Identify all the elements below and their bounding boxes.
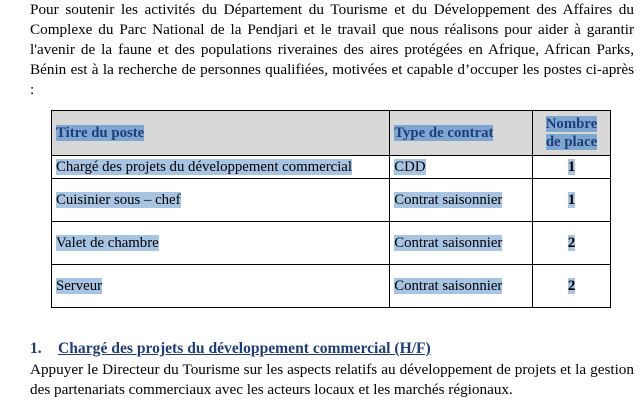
cell-title-text: Valet de chambre xyxy=(56,234,159,251)
header-count-line1: Nombre xyxy=(545,116,598,132)
cell-title-text: Chargé des projets du développement commercial xyxy=(56,158,352,175)
cell-contract xyxy=(390,156,533,179)
table-row xyxy=(52,265,611,308)
section-body: Appuyer le Directeur du Tourisme sur les aspects relatifs au développement de projets et la gestion des partenariats commerciaux avec les acteurs locaux et les marchés régionaux. xyxy=(30,361,634,398)
cell-contract xyxy=(390,179,533,222)
cell-count-text: 1 xyxy=(567,158,576,175)
header-contract xyxy=(390,111,533,156)
cell-title xyxy=(52,179,390,222)
cell-contract-text: Contrat saisonnier xyxy=(394,191,503,208)
table-header-row xyxy=(52,111,611,156)
cell-contract-text: Contrat saisonnier xyxy=(394,277,503,294)
table-row xyxy=(52,222,611,265)
cell-count xyxy=(533,179,611,222)
cell-title xyxy=(52,265,390,308)
cell-title-text: Cuisinier sous – chef xyxy=(56,191,181,208)
cell-contract xyxy=(390,265,533,308)
cell-contract-text: CDD xyxy=(394,158,426,175)
cell-contract-text: Contrat saisonnier xyxy=(394,234,503,251)
table-row xyxy=(52,179,611,222)
header-contract-label: Type de contrat xyxy=(394,124,494,141)
section-title: Chargé des projets du développement commercial (H/F) xyxy=(58,340,431,357)
positions-table xyxy=(51,110,611,308)
cell-count-text: 2 xyxy=(567,234,576,251)
section-heading xyxy=(30,340,431,358)
cell-count-text: 2 xyxy=(567,277,576,294)
header-title-label: Titre du poste xyxy=(56,124,145,141)
cell-count xyxy=(533,222,611,265)
header-title xyxy=(52,111,390,156)
table-row xyxy=(52,156,611,179)
cell-title xyxy=(52,222,390,265)
cell-contract xyxy=(390,222,533,265)
cell-count xyxy=(533,265,611,308)
cell-count xyxy=(533,156,611,179)
header-count xyxy=(533,111,611,156)
cell-title-text: Serveur xyxy=(56,277,103,294)
cell-title xyxy=(52,156,390,179)
cell-count-text: 1 xyxy=(567,191,576,208)
section-number: 1. xyxy=(30,340,42,357)
header-count-line2: de place xyxy=(545,134,598,150)
intro-paragraph: Pour soutenir les activités du Département du Tourisme et du Développement des Affaires du Complexe du Parc National de la Pendjari et le travail que nous réalisons pour aider à garantir l'avenir de la faune et des populations riveraines des aires protégées en Afrique, African Parks, Bénin est à la recherche de personnes qualifiées, motivées et capable d’occuper les postes ci-après : xyxy=(30,1,634,98)
